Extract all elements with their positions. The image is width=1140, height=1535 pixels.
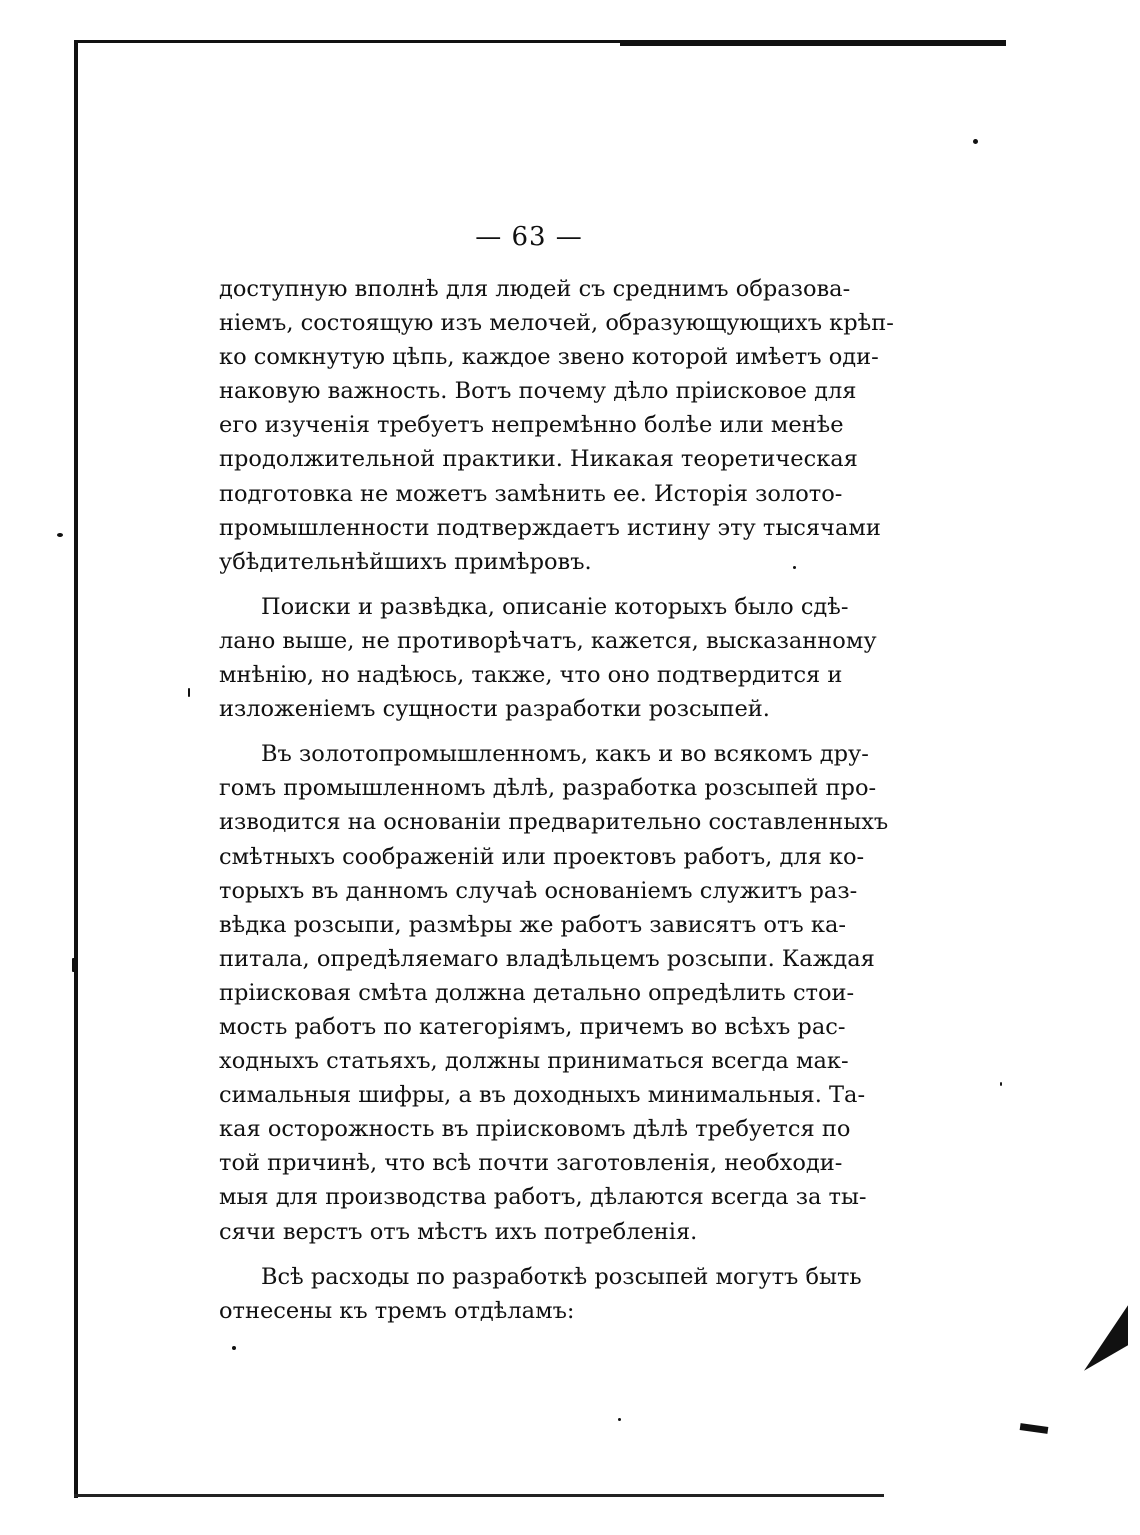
text-line: мыя для производства работъ, дѣлаются всегда за ты- [219,1184,867,1211]
scan-speck [232,1346,236,1350]
text-line: гомъ промышленномъ дѣлѣ, разработка розсыпей про- [219,775,877,802]
text-line: убѣдительнѣйшихъ примѣровъ. [219,548,592,575]
scan-speck [188,688,190,697]
text-line: продолжительной практики. Никакая теоретическая [219,446,858,473]
text-line: Всѣ расходы по разработкѣ розсыпей могутъ быть [261,1263,862,1290]
text-line: вѣдка розсыпи, размѣры же работъ зависятъ отъ ка- [219,911,846,938]
text-line: кая осторожность въ пріисковомъ дѣлѣ требуется по [219,1116,851,1143]
text-line: изложеніемъ сущности разработки розсыпей. [219,696,770,723]
page-number: — 63 — [475,222,583,252]
text-line: ходныхъ статьяхъ, должны приниматься всегда мак- [219,1048,849,1075]
scan-speck [1000,1082,1002,1086]
text-line: наковую важность. Вотъ почему дѣло пріисковое для [219,378,857,405]
text-line: подготовка не можетъ замѣнить ее. Исторія золото- [219,480,843,507]
text-line: питала, опредѣляемаго владѣльцемъ розсыпи. Каждая [219,945,875,972]
text-line: Поиски и развѣдка, описаніе которыхъ было сдѣ- [261,593,849,620]
text-line: торыхъ въ данномъ случаѣ основаніемъ служитъ раз- [219,877,858,904]
scan-speck [72,958,75,972]
text-line: мость работъ по категоріямъ, причемъ во всѣхъ рас- [219,1013,846,1040]
scan-speck [618,1418,621,1421]
scan-mark [1084,1305,1128,1370]
text-line: ко сомкнутую цѣпь, каждое звено которой имѣетъ оди- [219,344,879,371]
text-line: симальныя шифры, а въ доходныхъ минимальныя. Та- [219,1082,866,1109]
text-line: сячи верстъ отъ мѣстъ ихъ потребленія. [219,1218,698,1245]
paragraph [219,590,877,726]
text-line: смѣтныхъ соображеній или проектовъ работъ, для ко- [219,843,865,870]
text-line: мнѣнію, но надѣюсь, также, что оно подтвердится и [219,662,843,689]
text-line: лано выше, не противорѣчатъ, кажется, высказанному [219,627,877,654]
paragraph [219,737,889,1248]
text-line: доступную вполнѣ для людей съ среднимъ образова- [219,276,851,302]
text-line: Въ золотопромышленномъ, какъ и во всякомъ дру- [261,741,869,768]
text-line: его изученія требуетъ непремѣнно болѣе или менѣе [219,412,844,439]
text-line: промышленности подтверждаетъ истину эту тысячами [219,514,881,541]
scan-speck [57,533,63,537]
text-line: изводится на основаніи предварительно составленныхъ [219,809,889,836]
text-line: отнесены къ тремъ отдѣламъ: [219,1297,575,1324]
text-body [219,272,894,1328]
scan-mark [1020,1423,1049,1434]
text-line: пріисковая смѣта должна детально опредѣлить стои- [219,979,855,1006]
scan-border-left [74,40,78,1498]
scan-speck [973,139,978,144]
text-line: той причинѣ, что всѣ почти заготовленія, необходи- [219,1150,843,1177]
scan-border-bottom [74,1494,884,1497]
paragraph [219,1260,862,1328]
scan-border-top-thick [620,41,1006,46]
text-line: ніемъ, состоящую изъ мелочей, образующующихъ крѣп- [219,310,894,337]
paragraph [219,272,894,579]
